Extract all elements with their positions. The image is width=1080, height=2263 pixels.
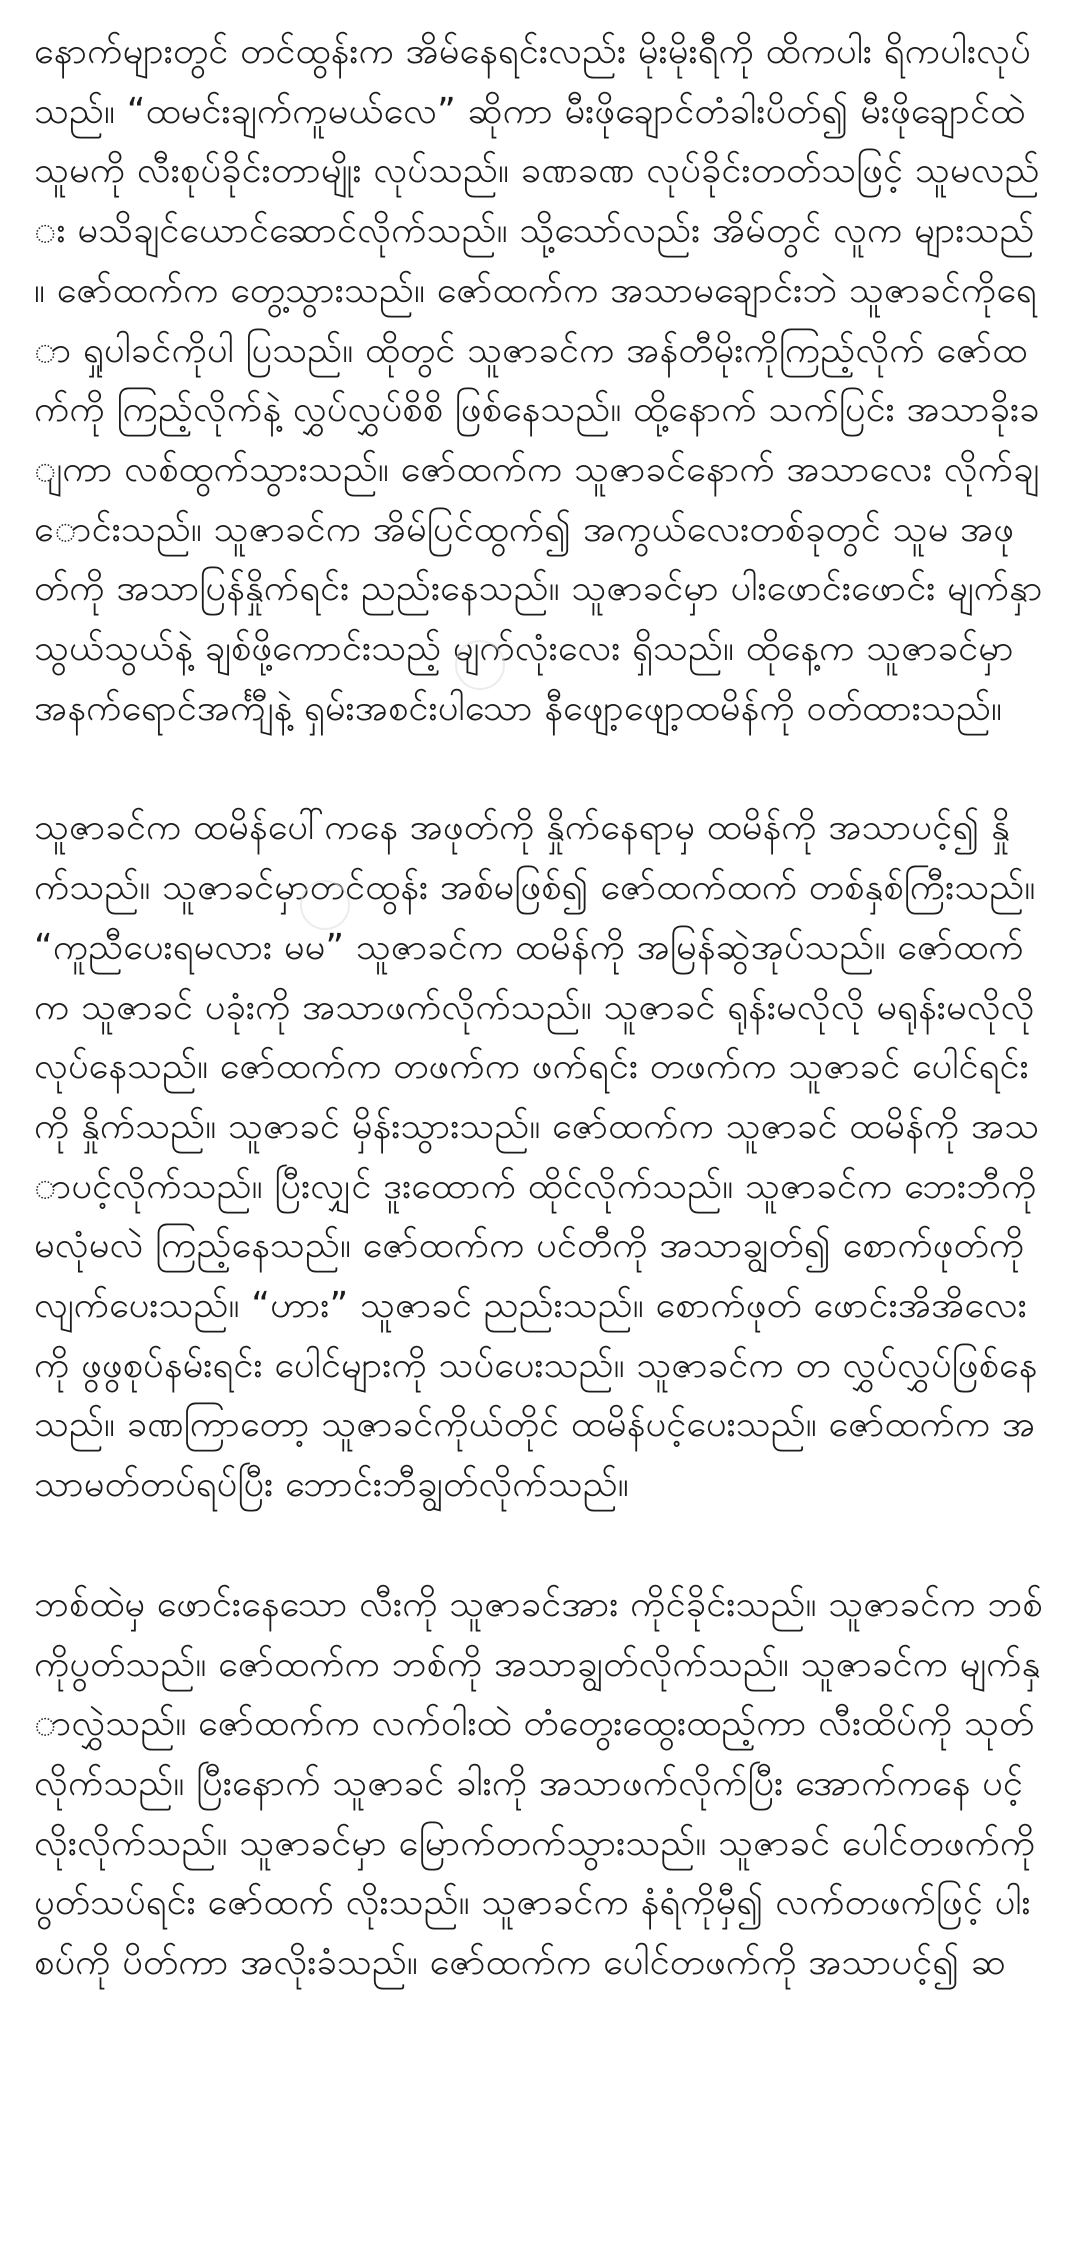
touch-indicator [455,640,505,690]
article-body [34,22,1044,2053]
article-paragraph-2: သူဇာခင်က ထမိန်ပေါ်ကနေ အဖုတ်ကို နှိုက်နေရာမှ ထမိန်ကို အသာပင့်၍ နှိုက်သည်။ သူဇာခင်မှာတင်ထွန်း အစ်မဖြစ်၍ ဇော်ထက်ထက် တစ်နှစ်ကြီးသည်။ “ကူညီပေးရမလား မမ” သူဇာခင်က ထမိန်ကို အမြန်ဆွဲအုပ်သည်။ ဇော်ထက်က သူဇာခင် ပခုံးကို အသာဖက်လိုက်သည်။ သူဇာခင် ရုန်းမလိုလို မရုန်းမလိုလို လုပ်နေသည်။ ဇော်ထက်က တဖက်က ဖက်ရင်း တဖက်က သူဇာခင် ပေါင်ရင်းကို နှိုက်သည်။ သူဇာခင် မှိန်းသွားသည်။ ဇော်ထက်က သူဇာခင် ထမိန်ကို အသာပင့်လိုက်သည်။ ပြီးလျှင် ဒူးထောက် ထိုင်လိုက်သည်။ သူဇာခင်က ဘေးဘီကို မလုံမလဲ ကြည့်နေသည်။ ဇော်ထက်က ပင်တီကို အသာချွတ်၍ စောက်ဖုတ်ကို လျက်ပေးသည်။ “ဟား” သူဇာခင် ညည်းသည်။ စောက်ဖုတ် ဖောင်းအိအိလေးကို ဖွဖွစုပ်နမ်းရင်း ပေါင်များကို သပ်ပေးသည်။ သူဇာခင်က တ လွှပ်လွှပ်ဖြစ်နေသည်။ ခဏကြာတော့ သူဇာခင်ကိုယ်တိုင် ထမိန်ပင့်ပေးသည်။ ဇော်ထက်က အသာမတ်တပ်ရပ်ပြီး ဘောင်းဘီချွတ်လိုက်သည်။ [34,807,1040,1506]
article-paragraph-3: ဘစ်ထဲမှ ဖောင်းနေသော လီးကို သူဇာခင်အား ကိုင်ခိုင်းသည်။ သူဇာခင်က ဘစ်ကိုပွတ်သည်။ ဇော်ထက်က ဘစ်ကို အသာချွတ်လိုက်သည်။ သူဇာခင်က မျက်နှာလွှဲသည်။ ဇော်ထက်က လက်ဝါးထဲ တံတွေးထွေးထည့်ကာ လီးထိပ်ကို သုတ်လိုက်သည်။ ပြီးနောက် သူဇာခင် ခါးကို အသာဖက်လိုက်ပြီး အောက်ကနေ ပင့်လိုးလိုက်သည်။ သူဇာခင်မှာ မြောက်တက်သွားသည်။ သူဇာခင် ပေါင်တဖက်ကို ပွတ်သပ်ရင်း ဇော်ထက် လိုးသည်။ သူဇာခင်က နံရံကိုမှီ၍ လက်တဖက်ဖြင့် ပါးစပ်ကို ပိတ်ကာ အလိုးခံသည်။ ဇော်ထက်က ပေါင်တဖက်ကို အသာပင့်၍ ဆ [34,1583,1043,1984]
article-paragraph-1: နောက်များတွင် တင်ထွန်းက အိမ်နေရင်းလည်း မိုးမိုးရီကို ထိကပါး ရိကပါးလုပ်သည်။ “ထမင်းချက်ကူမယ်လေ” ဆိုကာ မီးဖိုချောင်တံခါးပိတ်၍ မီးဖိုချောင်ထဲ သူမကို လီးစုပ်ခိုင်းတာမျိုး လုပ်သည်။ ခဏခဏ လုပ်ခိုင်းတတ်သဖြင့် သူမလည်း မသိချင်ယောင်ဆောင်လိုက်သည်။ သို့သော်လည်း အိမ်တွင် လူက များသည်။ ဇော်ထက်က တွေ့သွားသည်။ ဇော်ထက်က အသာမချောင်းဘဲ သူဇာခင်ကိုရော ရှုပါခင်ကိုပါ ပြသည်။ ထိုတွင် သူဇာခင်က အန်တီမိုးကိုကြည့်လိုက် ဇော်ထက်ကို ကြည့်လိုက်နဲ့ လွှပ်လွှပ်စိစိ ဖြစ်နေသည်။ ထို့နောက် သက်ပြင်း အသာခိုးချကာ လစ်ထွက်သွားသည်။ ဇော်ထက်က သူဇာခင်နောက် အသာလေး လိုက်ချောင်းသည်။ သူဇာခင်က အိမ်ပြင်ထွက်၍ အကွယ်လေးတစ်ခုတွင် သူမ အဖုတ်ကို အသာပြန်နှိုက်ရင်း ညည်းနေသည်။ သူဇာခင်မှာ ပါးဖောင်းဖောင်း မျက်နှာသွယ်သွယ်နဲ့ ချစ်ဖို့ကောင်းသည့် မျက်လုံးလေး ရှိသည်။ ထိုနေ့က သူဇာခင်မှာ အနက်ရောင်အင်္ကျီနဲ့ ရှမ်းအစင်းပါသော နီဖျော့ဖျော့ထမိန်ကို ဝတ်ထားသည်။ [34,31,1043,729]
touch-indicator [300,880,350,930]
